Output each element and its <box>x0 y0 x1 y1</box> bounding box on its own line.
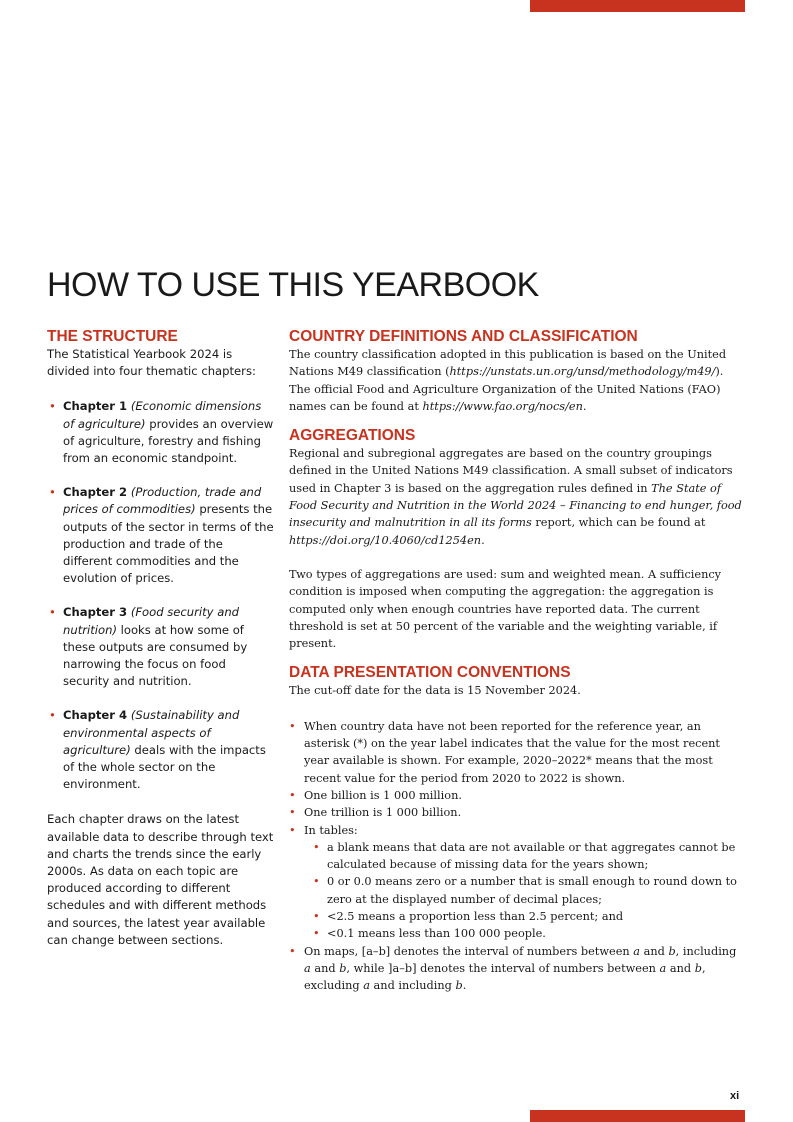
text: and <box>310 961 340 975</box>
aggregations-text: . <box>481 533 485 547</box>
country-text: The country classification adopted in this publication is based on the United Nations M49 classification ( <box>289 348 727 379</box>
sublist-item: • a blank means that data are not available or that aggregates cannot be calculated because of missing data for the years shown; <box>304 839 744 874</box>
var-b: b <box>339 961 347 975</box>
chapter-item <box>47 604 275 690</box>
text: and <box>640 944 669 958</box>
chapter-desc: looks at how some of these outputs are consumed by narrowing the focus on food security and nutrition. <box>63 622 248 689</box>
text: . <box>462 979 467 993</box>
chapter-topic: (Production, trade and prices of commodities) <box>63 485 262 517</box>
aggregations-text: Regional and subregional aggregates are based on the country groupings defined in the United Nations M49 classification. A small subset of indicators used in Chapter 3 is based on the aggregation rules defined in <box>289 447 733 495</box>
country-text: ). The official Food and Agriculture Organization of the United Nations (FAO) names can be found at <box>289 365 724 413</box>
aggregations-text: report, which can be found at <box>531 516 706 530</box>
chapter-desc: provides an overview of agriculture, forestry and fishing from an economic standpoint. <box>63 416 274 466</box>
sublist-item: • 0 or 0.0 means zero or a number that is small enough to round down to zero at the displayed number of decimal places; <box>304 873 744 908</box>
conventions-heading: DATA PRESENTATION CONVENTIONS <box>289 664 571 682</box>
text: On maps, [a–b] denotes the interval of numbers between <box>304 944 634 958</box>
m49-url[interactable]: https://unstats.un.org/unsd/methodology/m49/ <box>449 365 716 379</box>
page-number: xi <box>730 1090 740 1102</box>
structure-closing: Each chapter draws on the latest available data to describe through text and charts the trends since the early 2000s. As data on each topic are produced according to different schedules and with different methods and sources, the latest year available can change between sections. <box>47 812 274 947</box>
chapter-label: Chapter 1 <box>63 399 128 414</box>
list-item: • One trillion is 1 000 billion. <box>289 804 744 821</box>
chapter-item <box>47 707 275 793</box>
text: and <box>666 961 695 975</box>
country-text: . <box>582 399 587 413</box>
text: , while ]a–b] denotes the interval of numbers between <box>346 961 660 975</box>
var-a: a <box>363 979 370 993</box>
chapter-item <box>47 484 275 587</box>
var-a: a <box>633 944 640 958</box>
list-item <box>289 822 744 943</box>
fao-url[interactable]: https://www.fao.org/nocs/en <box>422 399 583 413</box>
tables-sublist <box>304 839 744 943</box>
top-accent-bar <box>530 0 745 12</box>
chapter-label: Chapter 4 <box>63 708 128 723</box>
var-a: a <box>659 961 667 975</box>
sublist-item: • <0.1 means less than 100 000 people. <box>304 925 744 942</box>
report-title: The State of Food Security and Nutrition in the World 2024 – Financing to end hunger, food insecurity and malnutrition in all its forms <box>289 481 742 530</box>
page-title: HOW TO USE THIS YEARBOOK <box>47 266 539 304</box>
var-b: b <box>694 961 702 975</box>
var-a: a <box>304 961 311 975</box>
tables-label: In tables: <box>304 823 358 837</box>
var-b: b <box>668 944 676 958</box>
doi-url[interactable]: https://doi.org/10.4060/cd1254en <box>289 533 482 547</box>
structure-heading: THE STRUCTURE <box>47 328 178 345</box>
chapter-topic: (Economic dimensions of agriculture) <box>63 399 262 431</box>
chapter-desc: presents the outputs of the sector in terms of the production and trade of the different commodities and the evolution of prices. <box>63 502 274 586</box>
chapter-desc: deals with the impacts of the whole sector on the environment. <box>63 742 266 792</box>
chapter-topic: (Sustainability and environmental aspects of agriculture) <box>63 708 240 757</box>
list-item: • One billion is 1 000 million. <box>289 787 744 804</box>
structure-intro: The Statistical Yearbook 2024 is divided into four thematic chapters: <box>47 347 256 379</box>
bottom-accent-bar <box>530 1110 745 1122</box>
chapter-item <box>47 398 275 467</box>
text: and including <box>369 979 456 993</box>
aggregations-paragraph-2: Two types of aggregations are used: sum and weighted mean. A sufficiency condition is imposed when computing the aggregation: the aggregation is computed only when enough countries have reported data. The current threshold is set at 50 percent of the variable and the weighting variable, if present. <box>289 567 722 651</box>
list-item <box>289 943 744 995</box>
chapter-label: Chapter 2 <box>63 485 128 500</box>
chapter-list <box>47 398 275 793</box>
text: , including <box>675 944 737 958</box>
aggregations-heading: AGGREGATIONS <box>289 427 416 445</box>
var-b: b <box>455 979 463 993</box>
text: , excluding <box>304 961 706 993</box>
cutoff-date: The cut-off date for the data is 15 November 2024. <box>289 684 581 698</box>
sublist-item: • <2.5 means a proportion less than 2.5 percent; and <box>304 908 744 925</box>
chapter-label: Chapter 3 <box>63 605 128 620</box>
chapter-topic: (Food security and nutrition) <box>63 605 240 637</box>
country-heading: COUNTRY DEFINITIONS AND CLASSIFICATION <box>289 328 638 345</box>
country-paragraph <box>289 346 744 415</box>
list-item: • When country data have not been reported for the reference year, an asterisk (*) on the year label indicates that the value for the most recent year available is shown. For example, 2020–2022* means that the most recent value for the period from 2020 to 2022 is shown. <box>289 718 744 787</box>
conventions-list <box>289 718 744 995</box>
aggregations-paragraph-1 <box>289 445 744 549</box>
structure-section <box>47 328 275 949</box>
right-column <box>289 328 744 995</box>
